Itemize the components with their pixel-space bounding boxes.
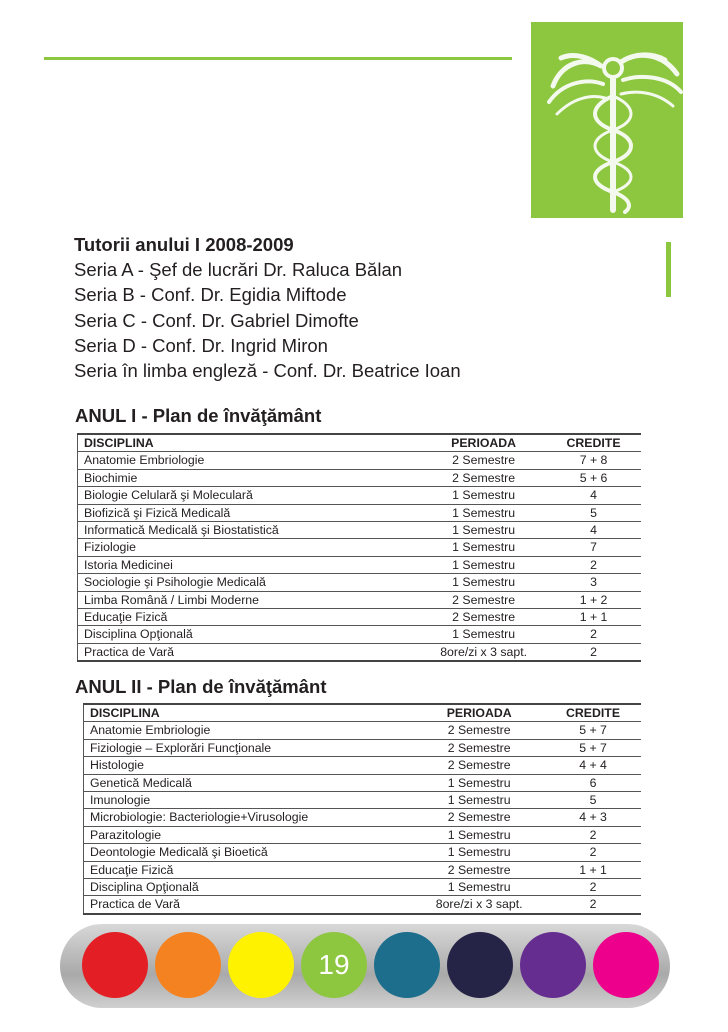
- table-row: [84, 809, 642, 826]
- table-row: [78, 591, 642, 608]
- period-cell: 1 Semestru: [421, 522, 546, 539]
- table-header-row: [78, 434, 642, 452]
- credits-cell: 7 + 8: [546, 452, 641, 469]
- credits-cell: 1 + 1: [546, 609, 641, 626]
- table-row: [78, 626, 642, 643]
- table-row: [84, 861, 642, 878]
- period-cell: 2 Semestre: [421, 469, 546, 486]
- table-row: [84, 844, 642, 861]
- page-number: [301, 932, 367, 998]
- credits-cell: 2: [545, 826, 641, 843]
- period-cell: 1 Semestru: [421, 504, 546, 521]
- credits-cell: 4 + 3: [545, 809, 641, 826]
- discipline-cell: Practica de Vară: [78, 643, 422, 661]
- credits-cell: 7: [546, 539, 641, 556]
- period-cell: 2 Semestre: [413, 757, 545, 774]
- period-cell: 8ore/zi x 3 sapt.: [413, 896, 545, 914]
- period-cell: 1 Semestru: [421, 487, 546, 504]
- period-cell: 2 Semestre: [421, 609, 546, 626]
- table-row: [78, 539, 642, 556]
- credits-cell: 4: [546, 487, 641, 504]
- table-row: [84, 739, 642, 756]
- period-cell: 2 Semestre: [413, 809, 545, 826]
- tutor-line: Seria B - Conf. Dr. Egidia Miftode: [74, 284, 347, 306]
- color-dot: [593, 932, 659, 998]
- period-cell: 1 Semestru: [413, 844, 545, 861]
- period-cell: 2 Semestre: [413, 739, 545, 756]
- discipline-cell: Parazitologie: [84, 826, 414, 843]
- period-cell: 1 Semestru: [413, 792, 545, 809]
- credits-cell: 2: [546, 643, 641, 661]
- discipline-cell: Fiziologie: [78, 539, 422, 556]
- discipline-cell: Anatomie Embriologie: [78, 452, 422, 469]
- discipline-cell: Deontologie Medicală şi Bioetică: [84, 844, 414, 861]
- year2-heading: ANUL II - Plan de învăţământ: [75, 676, 327, 697]
- column-header: CREDITE: [546, 434, 641, 452]
- color-dot: [520, 932, 586, 998]
- period-cell: 1 Semestru: [421, 539, 546, 556]
- credits-cell: 4 + 4: [545, 757, 641, 774]
- credits-cell: 2: [546, 556, 641, 573]
- credits-cell: 2: [546, 626, 641, 643]
- table-row: [84, 826, 642, 843]
- discipline-cell: Disciplina Opţională: [84, 879, 414, 896]
- table-row: [84, 879, 642, 896]
- discipline-cell: Microbiologie: Bacteriologie+Virusologie: [84, 809, 414, 826]
- discipline-cell: Istoria Medicinei: [78, 556, 422, 573]
- color-dot: [228, 932, 294, 998]
- table-row: [78, 556, 642, 573]
- period-cell: 1 Semestru: [421, 626, 546, 643]
- discipline-cell: Biochimie: [78, 469, 422, 486]
- table-header-row: [84, 704, 642, 722]
- period-cell: 1 Semestru: [421, 574, 546, 591]
- tutor-line: Seria în limba engleză - Conf. Dr. Beatrice Ioan: [74, 360, 461, 382]
- column-header: DISCIPLINA: [84, 704, 414, 722]
- table-row: [78, 643, 642, 661]
- table-row: [84, 792, 642, 809]
- table-row: [84, 722, 642, 739]
- period-cell: 1 Semestru: [413, 826, 545, 843]
- credits-cell: 5 + 7: [545, 722, 641, 739]
- discipline-cell: Biologie Celulară şi Moleculară: [78, 487, 422, 504]
- tutor-line: Seria A - Şef de lucrări Dr. Raluca Bălan: [74, 259, 403, 281]
- discipline-cell: Genetică Medicală: [84, 774, 414, 791]
- credits-cell: 5: [546, 504, 641, 521]
- tutor-line: Seria D - Conf. Dr. Ingrid Miron: [74, 334, 328, 356]
- credits-cell: 1 + 1: [545, 861, 641, 878]
- discipline-cell: Biofizică şi Fizică Medicală: [78, 504, 422, 521]
- tutors-block: [74, 232, 461, 383]
- period-cell: 2 Semestre: [421, 591, 546, 608]
- period-cell: 1 Semestru: [413, 879, 545, 896]
- table-row: [78, 469, 642, 486]
- tutor-line: Seria C - Conf. Dr. Gabriel Dimofte: [74, 309, 359, 331]
- credits-cell: 5 + 7: [545, 739, 641, 756]
- period-cell: 8ore/zi x 3 sapt.: [421, 643, 546, 661]
- discipline-cell: Imunologie: [84, 792, 414, 809]
- credits-cell: 5: [545, 792, 641, 809]
- top-rule: [44, 57, 512, 60]
- accent-bar: [666, 242, 671, 297]
- discipline-cell: Educaţie Fizică: [78, 609, 422, 626]
- year2-table: [83, 703, 641, 915]
- credits-cell: 3: [546, 574, 641, 591]
- table-row: [78, 452, 642, 469]
- color-dot: [155, 932, 221, 998]
- credits-cell: 2: [545, 844, 641, 861]
- color-dot: [374, 932, 440, 998]
- caduceus-logo: [531, 22, 683, 218]
- column-header: PERIOADA: [413, 704, 545, 722]
- period-cell: 2 Semestre: [413, 722, 545, 739]
- table-row: [84, 896, 642, 914]
- color-dot: [82, 932, 148, 998]
- table-row: [84, 757, 642, 774]
- column-header: CREDITE: [545, 704, 641, 722]
- period-cell: 2 Semestre: [413, 861, 545, 878]
- discipline-cell: Practica de Vară: [84, 896, 414, 914]
- credits-cell: 5 + 6: [546, 469, 641, 486]
- credits-cell: 2: [545, 896, 641, 914]
- period-cell: 1 Semestru: [421, 556, 546, 573]
- color-dot: [447, 932, 513, 998]
- table-row: [78, 487, 642, 504]
- column-header: DISCIPLINA: [78, 434, 422, 452]
- caduceus-icon: [531, 22, 683, 218]
- page-number-text: 19: [318, 949, 350, 980]
- discipline-cell: Limba Română / Limbi Moderne: [78, 591, 422, 608]
- column-header: PERIOADA: [421, 434, 546, 452]
- tutors-title: Tutorii anului I 2008-2009: [74, 234, 294, 255]
- discipline-cell: Sociologie şi Psihologie Medicală: [78, 574, 422, 591]
- table-row: [84, 774, 642, 791]
- year1-table: [77, 433, 641, 662]
- table-row: [78, 609, 642, 626]
- credits-cell: 6: [545, 774, 641, 791]
- discipline-cell: Anatomie Embriologie: [84, 722, 414, 739]
- table-row: [78, 522, 642, 539]
- footer-band: [60, 918, 670, 1014]
- table-row: [78, 504, 642, 521]
- discipline-cell: Informatică Medicală şi Biostatistică: [78, 522, 422, 539]
- discipline-cell: Disciplina Opţională: [78, 626, 422, 643]
- discipline-cell: Educaţie Fizică: [84, 861, 414, 878]
- period-cell: 2 Semestre: [421, 452, 546, 469]
- period-cell: 1 Semestru: [413, 774, 545, 791]
- credits-cell: 2: [545, 879, 641, 896]
- credits-cell: 1 + 2: [546, 591, 641, 608]
- discipline-cell: Fiziologie – Explorări Funcţionale: [84, 739, 414, 756]
- year1-heading: ANUL I - Plan de învăţământ: [75, 405, 322, 426]
- discipline-cell: Histologie: [84, 757, 414, 774]
- table-row: [78, 574, 642, 591]
- credits-cell: 4: [546, 522, 641, 539]
